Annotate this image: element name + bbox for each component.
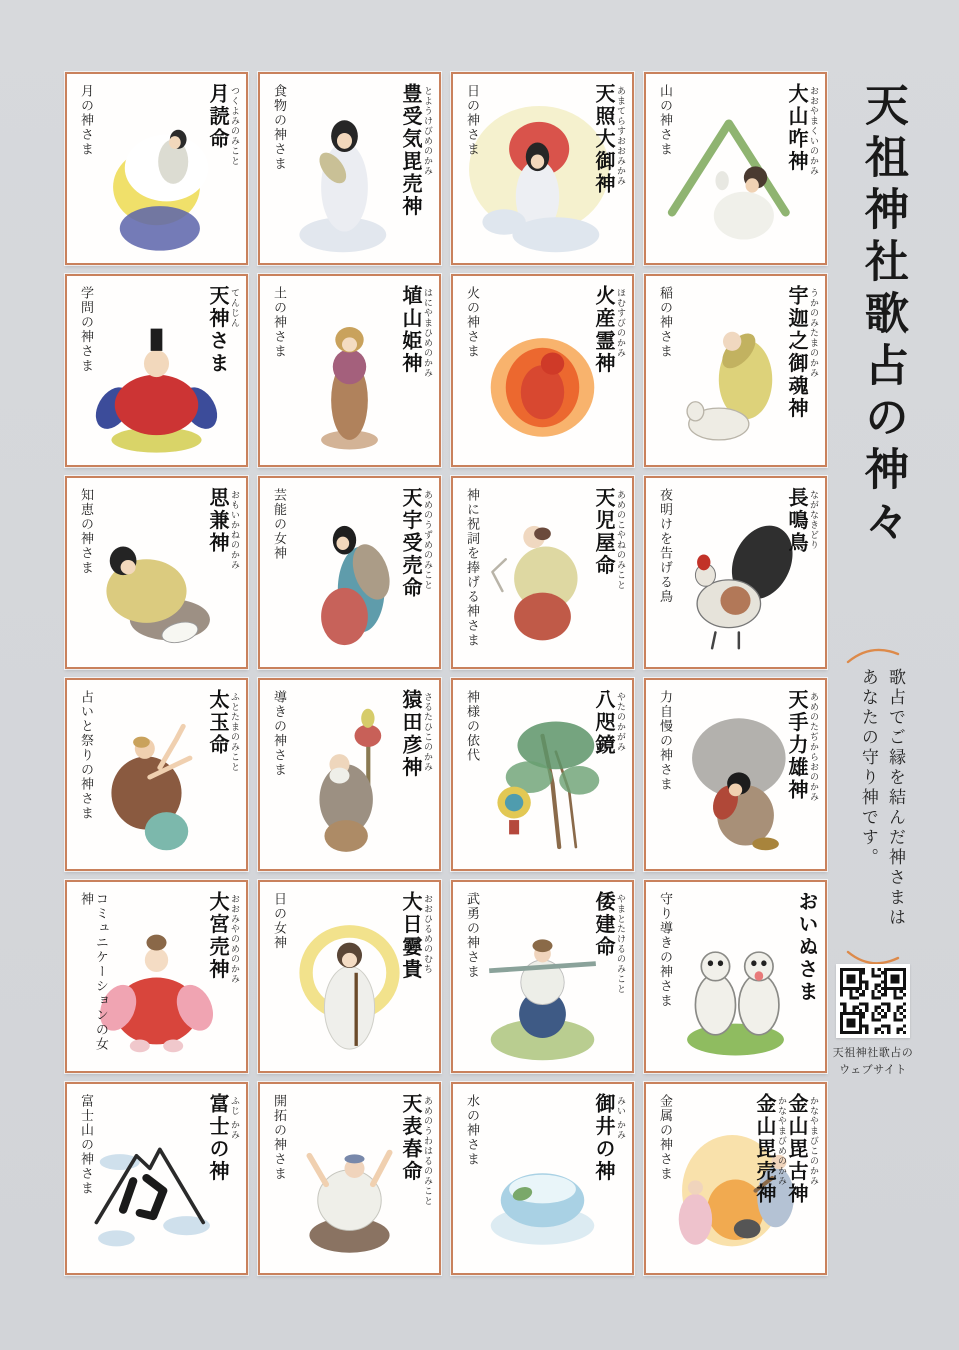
deity-name: 御井の神 (592, 1093, 616, 1183)
deity-card (451, 1082, 634, 1275)
deity-description: 守り導きの神さま (656, 892, 672, 1008)
deity-description: 稲の神さま (656, 286, 672, 359)
deity-description: 月の神さま (77, 84, 93, 157)
deity-name: 火産霊神 (592, 285, 616, 375)
subtitle-line: 歌占でご縁を結んだ神さまは (885, 668, 905, 928)
deity-name-furigana: やたのかがみ (615, 692, 625, 752)
deity-name-furigana: やまとたけるのみこと (615, 894, 625, 994)
deity-description: 食物の神さま (270, 84, 286, 171)
deity-name: 金山毘売神 (753, 1093, 777, 1206)
deity-name-furigana: とようけびめのかみ (422, 86, 432, 176)
deity-name-block (206, 487, 238, 570)
deity-card (644, 678, 827, 871)
deity-name-furigana: はにやまひめのかみ (422, 288, 432, 378)
deity-description: 土の神さま (270, 286, 286, 359)
deity-name: 天神さま (206, 285, 230, 375)
deity-name-block (785, 689, 817, 802)
deity-description: 導きの神さま (270, 690, 286, 777)
deity-name-block (399, 689, 431, 779)
deity-name-block (206, 891, 238, 984)
deity-name: 月読命 (206, 83, 230, 151)
deity-name-block (206, 83, 238, 166)
deity-card (65, 1082, 248, 1275)
deity-name-block (785, 83, 817, 176)
deity-name-block (592, 1093, 624, 1183)
deity-name-furigana: かなやまびめのかみ (776, 1096, 786, 1186)
deity-card (65, 880, 248, 1073)
deity-name: 長鳴鳥 (785, 487, 809, 555)
deity-name-furigana: うかのみたまのかみ (808, 288, 818, 378)
deity-name-furigana: あめのうわはるのみこと (422, 1096, 432, 1206)
deity-name-furigana: ふじ かみ (229, 1096, 239, 1140)
deity-name-furigana: ほむすびのかみ (615, 288, 625, 358)
deity-name: 大日孁貴 (399, 891, 423, 981)
deity-card (65, 274, 248, 467)
deity-name-block (399, 1093, 431, 1206)
deity-card (644, 1082, 827, 1275)
deity-name-furigana: ながなきどり (808, 490, 818, 550)
deity-name-block (399, 285, 431, 378)
deity-name-block (399, 83, 431, 218)
poster-subtitle (836, 668, 908, 928)
card-grid (65, 72, 827, 1275)
deity-name-block (592, 83, 624, 196)
deity-name-furigana: ふとたまのみこと (229, 692, 239, 772)
deity-name: 思兼神 (206, 487, 230, 555)
deity-description: 武勇の神さま (463, 892, 479, 979)
deity-description: コミュニケーションの女神 (77, 892, 108, 1052)
deity-name: おいぬさま (795, 891, 819, 1004)
deity-name-furigana: あめのうずめのみこと (422, 490, 432, 590)
deity-name-block (592, 891, 624, 994)
deity-description: 水の神さま (463, 1094, 479, 1167)
deity-card (258, 880, 441, 1073)
deity-name-furigana: あまてらすおおみかみ (615, 86, 625, 186)
deity-name: 豊受気毘売神 (399, 83, 423, 218)
deity-name: 八咫鏡 (592, 689, 616, 757)
deity-description: 神に祝詞を捧げる神さま (463, 488, 479, 648)
deity-name-furigana: おおやまくいのかみ (808, 86, 818, 176)
deity-name-furigana: おおみやのめのかみ (229, 894, 239, 984)
qr-caption (823, 1044, 923, 1078)
deity-illustration (652, 906, 819, 1065)
deity-card (451, 476, 634, 669)
deity-name-furigana: かなやまびこのかみ (808, 1096, 818, 1186)
deity-card (451, 72, 634, 265)
deity-name-furigana: あめのこやねのみこと (615, 490, 625, 590)
deity-name-block (795, 891, 817, 1004)
deity-name: 金山毘古神 (785, 1093, 809, 1206)
deity-name: 天児屋命 (592, 487, 616, 577)
deity-description: 知恵の神さま (77, 488, 93, 575)
deity-description: 日の神さま (463, 84, 479, 157)
deity-card (258, 678, 441, 871)
deity-name: 富士の神 (206, 1093, 230, 1183)
deity-card (644, 274, 827, 467)
qr-caption-line: 天祖神社歌占の (832, 1046, 914, 1059)
deity-name-block (785, 487, 817, 555)
deity-description: 夜明けを告げる鳥 (656, 488, 672, 604)
poster-title: 天祖神社歌占の神々 (857, 82, 908, 550)
deity-card (258, 1082, 441, 1275)
deity-name-block (206, 1093, 238, 1183)
deity-name: 天手力雄神 (785, 689, 809, 802)
deity-name: 埴山姫神 (399, 285, 423, 375)
deity-name: 倭建命 (592, 891, 616, 959)
deity-description: 占いと祭りの神さま (77, 690, 93, 821)
deity-description: 富士山の神さま (77, 1094, 93, 1196)
deity-description: 開拓の神さま (270, 1094, 286, 1181)
deity-card (644, 880, 827, 1073)
deity-card (65, 678, 248, 871)
deity-name-block (206, 689, 238, 772)
deity-card (451, 274, 634, 467)
deity-description: 芸能の女神 (270, 488, 286, 561)
deity-name-block (206, 285, 238, 375)
deity-description: 山の神さま (656, 84, 672, 157)
deity-name-block (399, 891, 431, 981)
deity-card (451, 678, 634, 871)
deity-name-block (785, 285, 817, 420)
deity-name: 猿田彦神 (399, 689, 423, 779)
deity-name-furigana: みい かみ (615, 1096, 625, 1140)
deity-card (451, 880, 634, 1073)
deity-description: 金属の神さま (656, 1094, 672, 1181)
deity-name: 天表春命 (399, 1093, 423, 1183)
deity-name: 太玉命 (206, 689, 230, 757)
deity-description: 力自慢の神さま (656, 690, 672, 792)
deity-name-furigana: あめのたぢからおのかみ (808, 692, 818, 802)
deity-name: 大宮売神 (206, 891, 230, 981)
deity-name: 大山咋神 (785, 83, 809, 173)
deity-card (258, 72, 441, 265)
deity-name-furigana: おおひるめのむち (422, 894, 432, 974)
bracket-top-icon (845, 644, 901, 664)
deity-name-furigana: つくよみのみこと (229, 86, 239, 166)
qr-caption-line: ウェブサイト (839, 1063, 907, 1077)
qr-code (836, 964, 910, 1038)
deity-description: 火の神さま (463, 286, 479, 359)
deity-name-block (592, 487, 624, 590)
deity-name-block (399, 487, 431, 600)
deity-name-furigana: てんじん (229, 288, 239, 328)
deity-card (65, 72, 248, 265)
deity-card (644, 72, 827, 265)
deity-name-block (753, 1093, 817, 1206)
deity-card (258, 274, 441, 467)
deity-name-block (592, 689, 624, 757)
deity-name: 天照大御神 (592, 83, 616, 196)
deity-card (65, 476, 248, 669)
deity-description: 神様の依代 (463, 690, 479, 763)
deity-name-block (592, 285, 624, 375)
deity-card (258, 476, 441, 669)
deity-name-furigana: さるたひこのかみ (422, 692, 432, 772)
deity-name-furigana: おもいかねのかみ (229, 490, 239, 570)
deity-description: 日の女神 (270, 892, 286, 950)
deity-card (644, 476, 827, 669)
subtitle-line: あなたの守り神です。 (857, 668, 878, 868)
deity-name: 宇迦之御魂神 (785, 285, 809, 420)
deity-name: 天宇受売命 (399, 487, 423, 600)
deity-description: 学問の神さま (77, 286, 93, 373)
